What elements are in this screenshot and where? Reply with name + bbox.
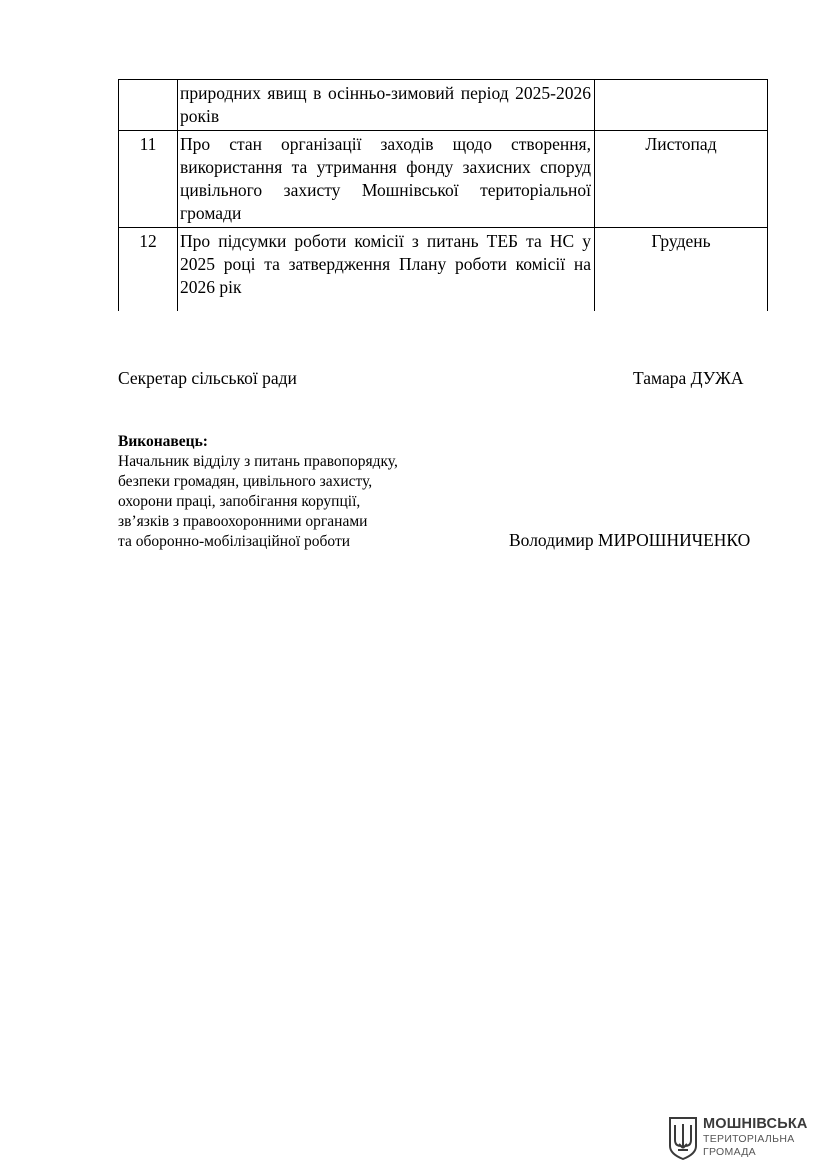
executor-heading: Виконавець:	[118, 433, 208, 450]
table-row	[119, 131, 768, 228]
row-title: Про стан організації заходів щодо створення, використання та утримання фонду захисних споруд цивільного захисту Мошнівської територіальної громади	[178, 131, 595, 228]
row-month	[595, 80, 768, 131]
logo-subtitle: ТЕРИТОРІАЛЬНА	[703, 1133, 795, 1145]
executor-line: Начальник відділу з питань правопорядку,	[118, 453, 398, 470]
signature-name: Тамара ДУЖА	[633, 368, 744, 388]
row-title: природних явищ в осінньо-зимовий період 2025-2026 років	[178, 80, 595, 131]
executor-line: безпеки громадян, цивільного захисту,	[118, 473, 373, 490]
row-number: 12	[119, 228, 178, 312]
executor-line: охорони праці, запобігання корупції,	[118, 493, 361, 510]
logo-subtitle: ГРОМАДА	[703, 1146, 756, 1158]
signature-position: Секретар сільської ради	[118, 368, 297, 388]
row-number: 11	[119, 131, 178, 228]
row-number	[119, 80, 178, 131]
row-month: Грудень	[595, 228, 768, 312]
community-logo	[668, 1116, 808, 1162]
executor-line: зв’язків з правоохоронними органами	[118, 513, 368, 530]
executor-line: та оборонно-мобілізаційної роботи	[118, 533, 351, 550]
row-month: Листопад	[595, 131, 768, 228]
logo-title: МОШНІВСЬКА	[703, 1116, 808, 1132]
row-title: Про підсумки роботи комісії з питань ТЕБ та НС у 2025 році та затвердження Плану роботи комісії на 2026 рік	[178, 228, 595, 312]
table-row	[119, 80, 768, 131]
trident-emblem-icon	[668, 1116, 698, 1160]
table-row	[119, 228, 768, 312]
executor-name: Володимир МИРОШНИЧЕНКО	[509, 530, 751, 550]
plan-table	[118, 79, 768, 311]
